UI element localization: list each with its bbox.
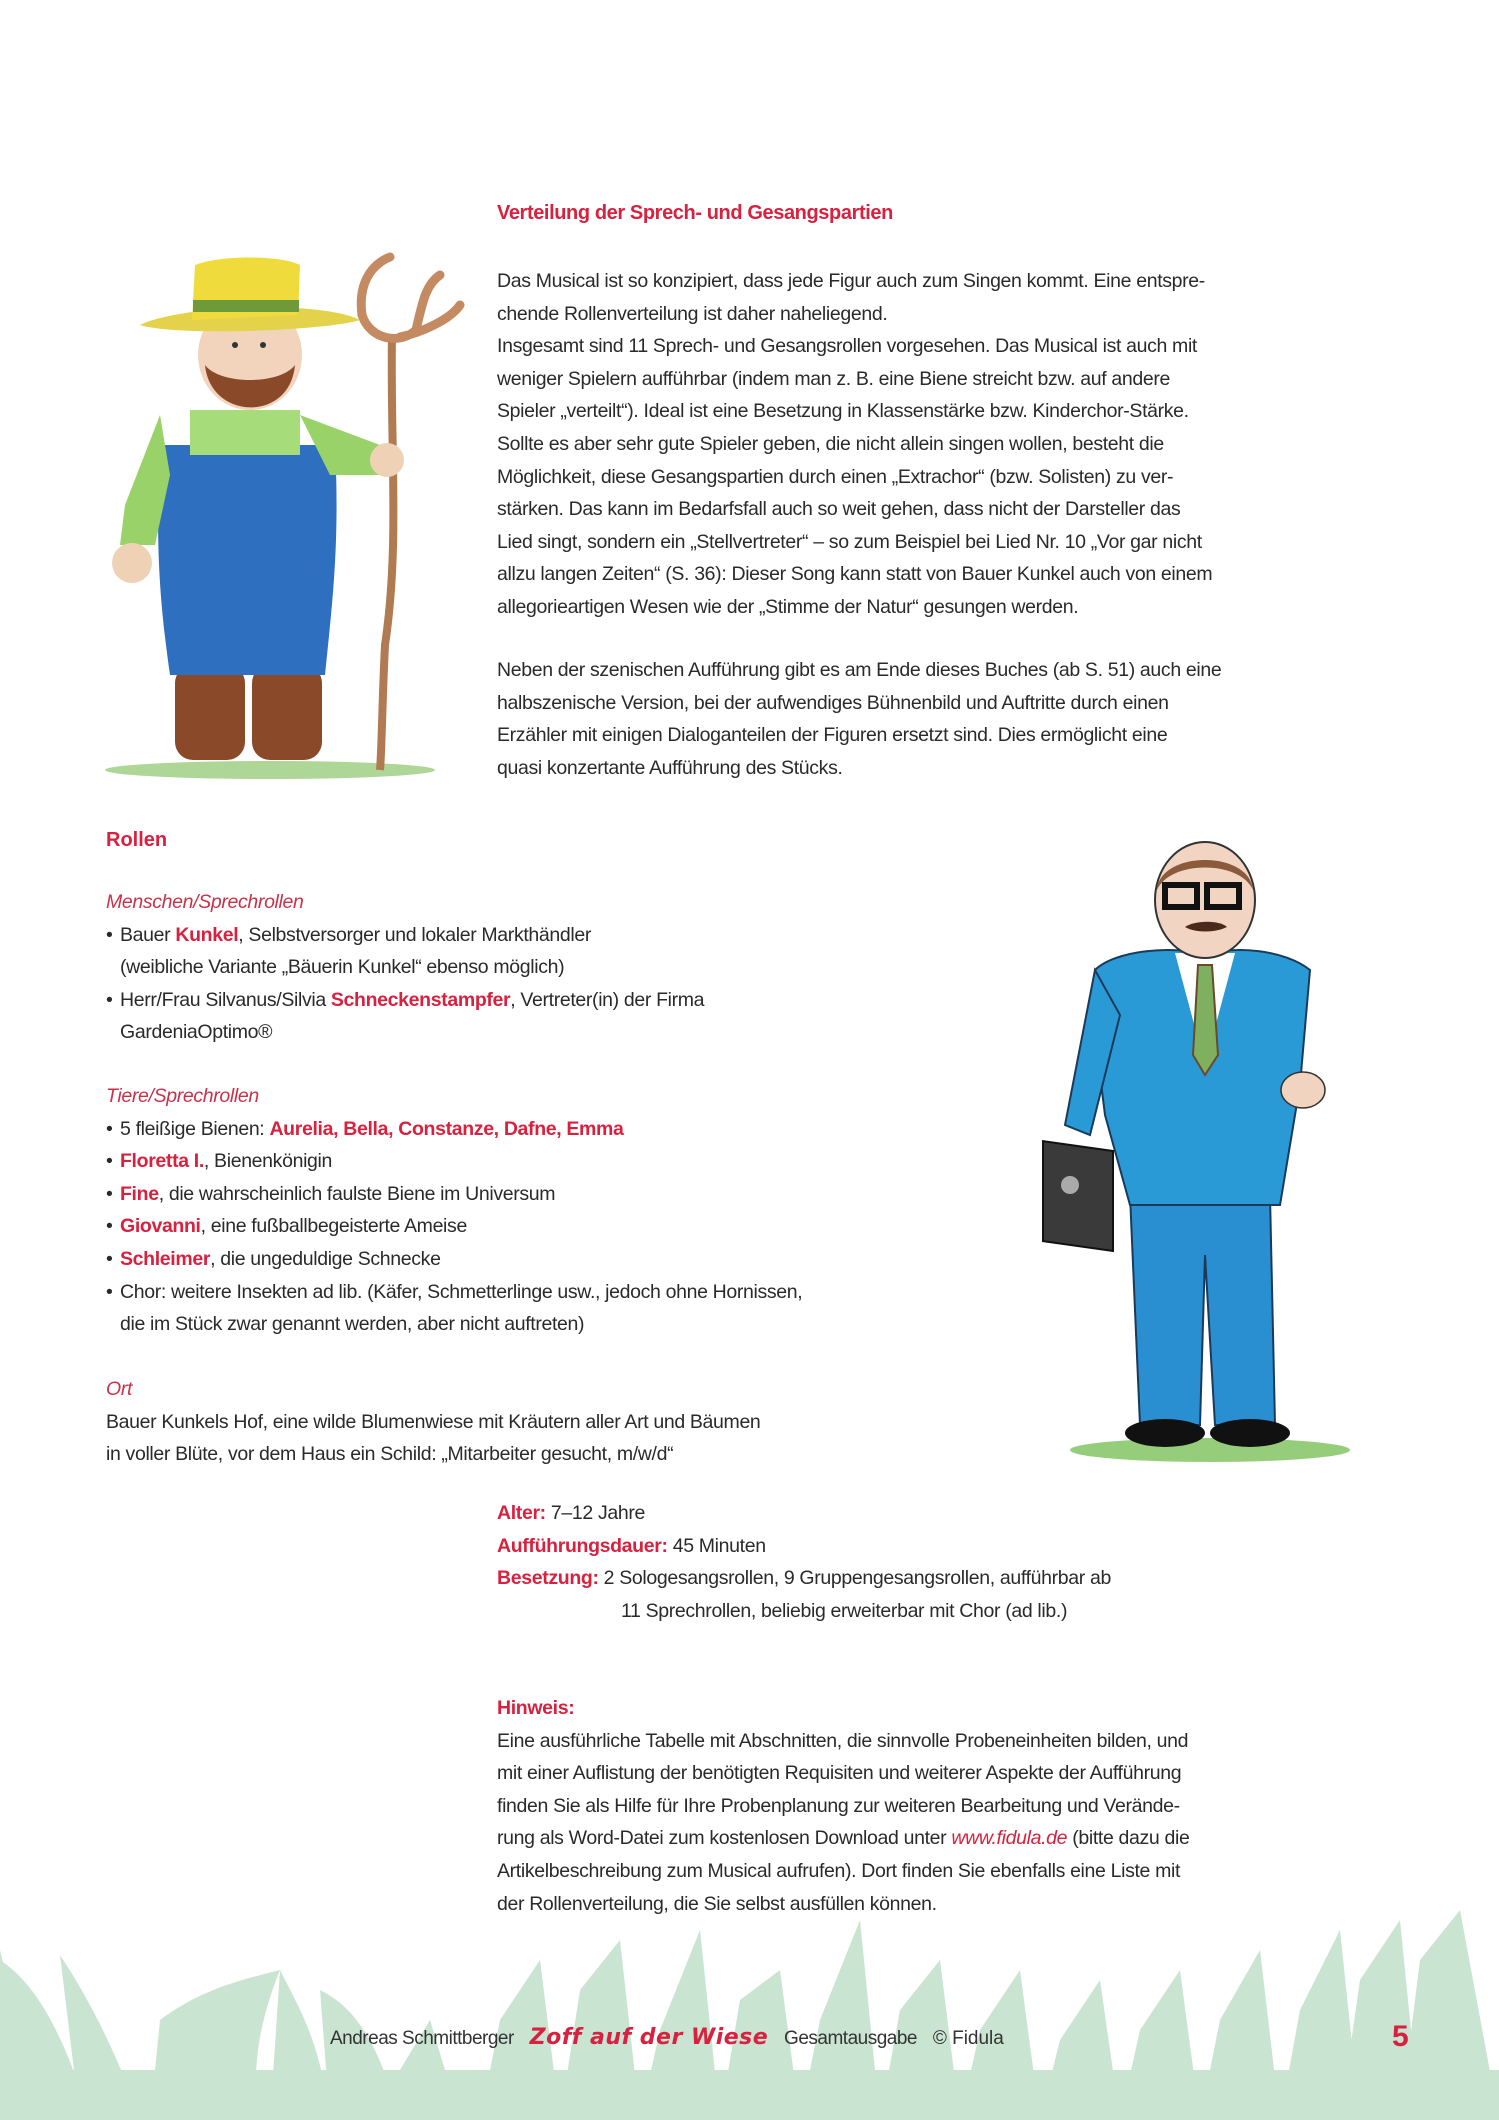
pitchfork-tines: [361, 257, 460, 338]
fact-alter: [497, 1497, 1397, 1530]
subheading-ort: Ort: [106, 1378, 133, 1400]
salesman-shoe-left: [1125, 1419, 1205, 1447]
fact-besetzung-continuation: 11 Sprechrollen, beliebig erweiterbar mit Chor (ad lib.): [621, 1599, 1068, 1622]
fact-dauer: [497, 1530, 1397, 1563]
paragraph-line: Lied singt, sondern ein „Stellvertreter“ – so zum Beispiel bei Lied Nr. 10 „Vor gar nicht: [497, 530, 1202, 553]
salesman-illustration: [1035, 835, 1375, 1475]
section-heading-rollen: Rollen: [106, 829, 168, 851]
paragraph-line: Neben der szenischen Aufführung gibt es am Ende dieses Buches (ab S. 51) auch eine: [497, 659, 1222, 681]
paragraph-line: quasi konzertante Aufführung des Stücks.: [497, 756, 843, 779]
farmer-hand-left: [112, 543, 152, 583]
paragraph-line: Spieler „verteilt“). Ideal ist eine Besetzung in Klassenstärke bzw. Kinderchor-Stärke.: [497, 400, 1189, 423]
role-name: Fine: [120, 1182, 159, 1205]
hinweis-line: finden Sie als Hilfe für Ihre Probenplanung zur weiteren Bearbeitung und Verände-: [497, 1794, 1180, 1817]
list-item: [106, 1113, 1006, 1146]
role-name: Kunkel: [175, 923, 239, 946]
fidula-link[interactable]: www.fidula.de: [951, 1827, 1068, 1850]
paragraph-line: Erzähler mit einigen Dialoganteilen der Figuren ersetzt sind. Dies ermöglicht eine: [497, 724, 1168, 747]
list-item: [106, 1243, 1006, 1276]
paragraph-line: Sollte es aber sehr gute Spieler geben, die nicht allein singen wollen, besteht die: [497, 432, 1164, 455]
role-name: Schleimer: [120, 1247, 211, 1270]
list-item-continuation: (weibliche Variante „Bäuerin Kunkel“ ebenso möglich): [120, 956, 565, 979]
subheading-tiere: Tiere/Sprechrollen: [106, 1085, 259, 1107]
grass-illustration: [0, 1900, 1499, 2120]
hinweis-line: mit einer Auflistung der benötigten Requisiten und weiterer Aspekte der Aufführung: [497, 1762, 1182, 1785]
list-item: [106, 1178, 1006, 1211]
item-text: 5 fleißige Bienen:: [120, 1117, 270, 1140]
fact-value: 2 Sologesangsrollen, 9 Gruppengesangsrollen, aufführbar ab: [603, 1567, 1111, 1590]
ort-line: in voller Blüte, vor dem Haus ein Schild: „Mitarbeiter gesucht, m/w/d“: [106, 1443, 674, 1466]
facts-block: [497, 1497, 1397, 1627]
farmer-eye-right: [260, 342, 266, 348]
list-item: [106, 1210, 1006, 1243]
fact-label: Aufführungsdauer:: [497, 1534, 668, 1557]
hinweis-line: Artikelbeschreibung zum Musical aufrufen). Dort finden Sie ebenfalls eine Liste mit: [497, 1859, 1181, 1882]
role-name: Schneckenstampfer: [330, 988, 511, 1011]
item-text: Bauer: [120, 923, 176, 946]
farmer-ground: [105, 761, 435, 779]
paragraph-line: allzu langen Zeiten“ (S. 36): Dieser Song kann statt von Bauer Kunkel auch von einem: [497, 563, 1213, 586]
item-text: , eine fußballbegeisterte Ameise: [200, 1215, 467, 1238]
fact-besetzung: [497, 1562, 1397, 1595]
footer-copyright: © Fidula: [932, 2028, 1004, 2049]
paragraph-line: weniger Spielern aufführbar (indem man z. B. eine Biene streicht bzw. auf andere: [497, 367, 1170, 390]
skull-icon: [1061, 1176, 1079, 1194]
hinweis-line: [497, 1822, 1397, 1855]
pitchfork-handle: [380, 335, 393, 770]
footer-title-logo: Zoff auf der Wiese: [529, 2025, 769, 2050]
hinweis-block: [497, 1692, 1397, 1920]
farmer-hat-band: [193, 300, 299, 312]
hinweis-line: Eine ausführliche Tabelle mit Abschnitten, die sinnvolle Probeneinheiten bilden, und: [497, 1729, 1189, 1752]
salesman-briefcase: [1043, 1141, 1113, 1251]
paragraph-line: Das Musical ist so konzipiert, dass jede Figur auch zum Singen kommt. Eine entspre-: [497, 270, 1205, 292]
tiere-block: [106, 1080, 1006, 1341]
role-name: Giovanni: [120, 1215, 201, 1238]
farmer-shirt-chest: [190, 410, 300, 455]
ort-block: [106, 1373, 1006, 1471]
list-item: [106, 984, 1006, 1017]
farmer-overalls: [158, 445, 337, 675]
item-text: , die ungeduldige Schnecke: [210, 1247, 441, 1270]
salesman-hand-right: [1281, 1072, 1325, 1108]
menschen-block: [106, 886, 1006, 1049]
fact-value: 7–12 Jahre: [550, 1502, 645, 1524]
fact-value: 45 Minuten: [672, 1534, 766, 1557]
paragraph-line: halbszenische Version, bei der aufwendiges Bühnenbild und Auftritte durch einen: [497, 691, 1169, 714]
subheading-menschen: Menschen/Sprechrollen: [106, 891, 304, 913]
tiere-list: [106, 1113, 1006, 1341]
paragraph-line: stärken. Das kann im Bedarfsfall auch so weit gehen, dass nicht der Darsteller das: [497, 498, 1181, 521]
fact-label: Besetzung:: [497, 1567, 599, 1590]
salesman-trousers: [1130, 1195, 1275, 1425]
hinweis-text: rung als Word-Datei zum kostenlosen Download unter: [497, 1827, 952, 1850]
hinweis-line: der Rollenverteilung, die Sie selbst ausfüllen können.: [497, 1892, 937, 1915]
list-item-continuation: GardeniaOptimo®: [120, 1021, 273, 1044]
paragraph-line: chende Rollenverteilung ist daher naheliegend.: [497, 302, 888, 325]
item-text: Chor: weitere Insekten ad lib. (Käfer, Schmetterlinge usw., jedoch ohne Hornissen,: [120, 1280, 803, 1303]
ort-line: Bauer Kunkels Hof, eine wilde Blumenwiese mit Kräutern aller Art und Bäumen: [106, 1410, 761, 1433]
item-text: , die wahrscheinlich faulste Biene im Universum: [158, 1182, 556, 1205]
item-text: , Vertreter(in) der Firma: [510, 988, 705, 1011]
farmer-eye-left: [232, 342, 238, 348]
page-number: 5: [1392, 2020, 1409, 2053]
list-item: [106, 1276, 1006, 1309]
item-text: , Selbstversorger und lokaler Markthändler: [238, 923, 592, 946]
item-text: , Bienenkönigin: [203, 1150, 333, 1173]
paragraph-halbszenisch: [497, 654, 1397, 784]
fact-label: Alter:: [497, 1502, 546, 1524]
footer-edition: Gesamtausgabe: [784, 2028, 917, 2049]
hinweis-heading: Hinweis:: [497, 1697, 575, 1719]
farmer-boot-right: [252, 665, 322, 760]
role-name: Floretta I.: [120, 1150, 204, 1173]
paragraph-line: Insgesamt sind 11 Sprech- und Gesangsrollen vorgesehen. Das Musical ist auch mit: [497, 335, 1198, 358]
paragraph-intro: [497, 265, 1397, 624]
farmer-boot-left: [175, 665, 245, 760]
menschen-list: [106, 919, 1006, 1049]
salesman-shoe-right: [1210, 1419, 1290, 1447]
section-heading-verteilung: Verteilung der Sprech- und Gesangspartien: [497, 202, 893, 224]
item-text: Herr/Frau Silvanus/Silvia: [120, 988, 331, 1011]
role-name: Aurelia, Bella, Constanze, Dafne, Emma: [269, 1117, 624, 1140]
paragraph-line: allegorieartigen Wesen wie der „Stimme der Natur“ gesungen werden.: [497, 595, 1079, 618]
list-item-continuation: die im Stück zwar genannt werden, aber nicht auftreten): [120, 1313, 585, 1336]
paragraph-line: Möglichkeit, diese Gesangspartien durch einen „Extrachor“ (bzw. Solisten) zu ver-: [497, 465, 1174, 488]
list-item: [106, 919, 1006, 952]
list-item: [106, 1145, 1006, 1178]
page-footer: [330, 2025, 1004, 2055]
hinweis-text: (bitte dazu die: [1067, 1827, 1190, 1850]
farmer-hand-right: [370, 443, 404, 477]
salesman-ground: [1070, 1438, 1350, 1462]
footer-author: Andreas Schmittberger: [330, 2028, 514, 2049]
farmer-illustration: [100, 245, 485, 790]
